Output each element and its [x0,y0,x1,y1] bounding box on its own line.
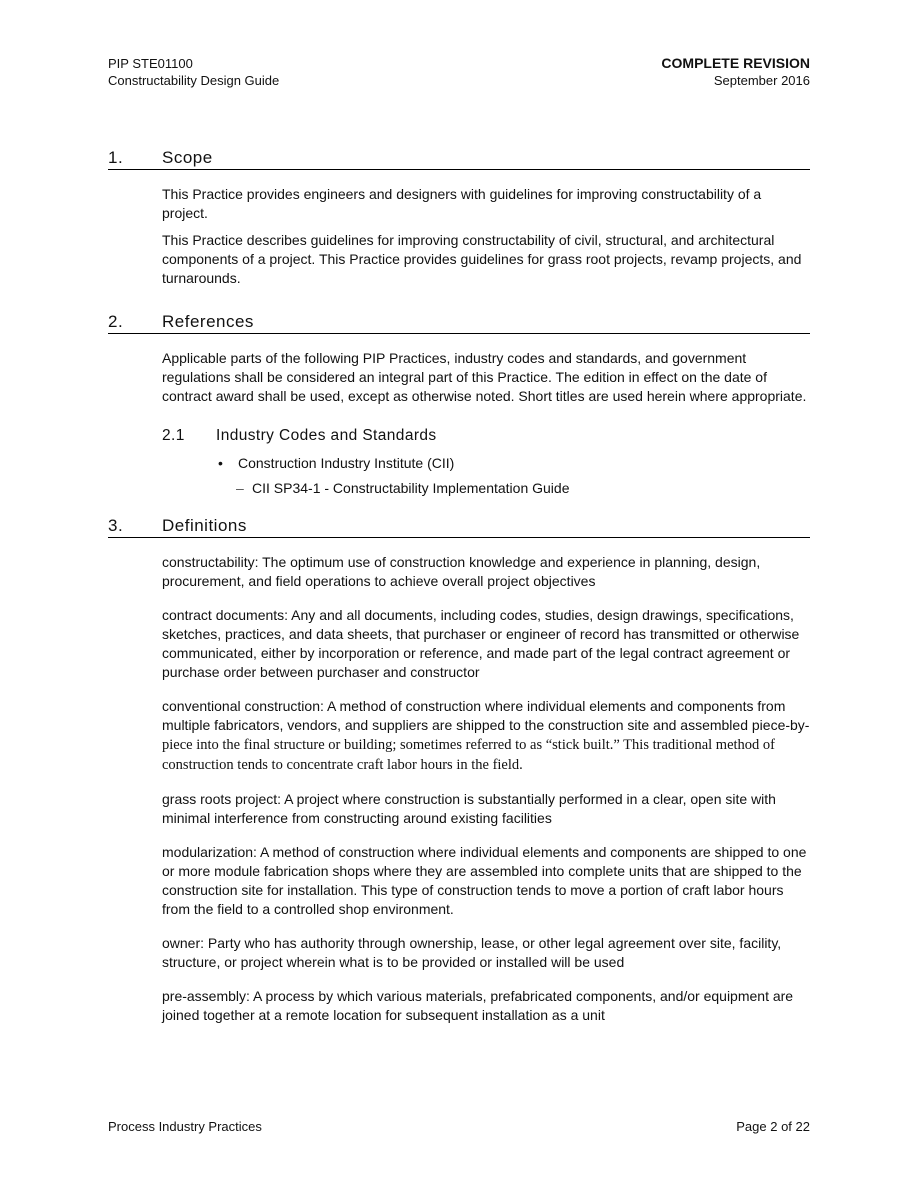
section-heading-definitions [108,514,810,538]
section-heading-scope [108,146,810,170]
page-header-right [661,55,810,89]
sub-list-item [236,479,810,498]
list-item-text: Construction Industry Institute (CII) [238,455,455,471]
definition-constructability: constructability: The optimum use of construction knowledge and experience in planning, design, procurement, and field operations to achieve overall project objectives [162,554,761,589]
doc-title: Constructability Design Guide [108,73,280,88]
section-heading-references [108,310,810,334]
scope-text [162,185,810,288]
paragraph: This Practice provides engineers and designers with guidelines for improving constructability of a project. [162,186,762,221]
paragraph: Applicable parts of the following PIP Practices, industry codes and standards, and government regulations shall be considered an integral part of this Practice. The edition in effect on the date of contract award shall be used, except as otherwise noted. Short titles are used herein where appropriate. [162,350,807,404]
revision-date: September 2016 [713,73,810,88]
paragraph: This Practice describes guidelines for improving constructability of civil, structural, and architectural components of a project. This Practice provides guidelines for grass root projects, revamp projects, and turnarounds. [162,232,802,286]
sub-list-item-text: CII SP34-1 - Constructability Implementation Guide [252,480,570,496]
bullet-icon: • [218,455,223,471]
section-title: Scope [162,148,213,167]
section-title: References [162,312,254,331]
reference-list [216,454,810,498]
subsection-title: Industry Codes and Standards [216,427,437,444]
definition-grass-roots-project: grass roots project: A project where construction is substantially performed in a clear, open site with minimal interference from constructing around existing facilities [162,791,776,826]
definitions-text [162,553,810,1025]
subsection-number: 2.1 [162,427,185,444]
definition-contract-documents: contract documents: Any and all documents, including codes, studies, design drawings, specifications, sketches, practices, and data sheets, that purchaser or engineer of record has transmitted or otherwise communicated, either by incorporation or reference, and made part of the legal contract agreement or purchase order between purchaser and constructor [162,607,800,680]
list-item [216,454,810,473]
definition-text-serif: piece into the final structure or building; sometimes referred to as “stick built.” This traditional method of construction tends to concentrate craft labor hours in the field. [162,737,776,773]
definition-text: conventional construction: A method of construction where individual elements and components from multiple fabricators, vendors, and suppliers are shipped to the construction site and assembled piece-by- [162,698,810,733]
doc-id: PIP STE01100 [108,56,193,71]
dash-icon: – [236,480,244,496]
definition-owner: owner: Party who has authority through ownership, lease, or other legal agreement over site, facility, structure, or project wherein what is to be provided or installed will be used [162,935,782,970]
definition-pre-assembly: pre-assembly: A process by which various materials, prefabricated components, and/or equipment are joined together at a remote location for subsequent installation as a unit [162,988,794,1023]
revision-label: COMPLETE REVISION [661,55,810,71]
section-number: 1. [108,148,124,167]
definition-conventional-construction [162,697,810,775]
subsection-heading [162,426,810,445]
definition-modularization: modularization: A method of construction where individual elements and components are shipped to one or more module fabrication shops where they are assembled into complete units that are shipped to the construction site for installation. This type of construction tends to move a portion of craft labor hours from the field to a controlled shop environment. [162,844,807,917]
footer-left: Process Industry Practices [108,1119,262,1134]
section-title: Definitions [162,516,247,535]
page-header-left [108,55,279,89]
section-number: 2. [108,312,124,331]
references-text [162,349,810,498]
page-number: Page 2 of 22 [736,1119,810,1134]
document-body [108,146,810,1025]
section-number: 3. [108,516,124,535]
